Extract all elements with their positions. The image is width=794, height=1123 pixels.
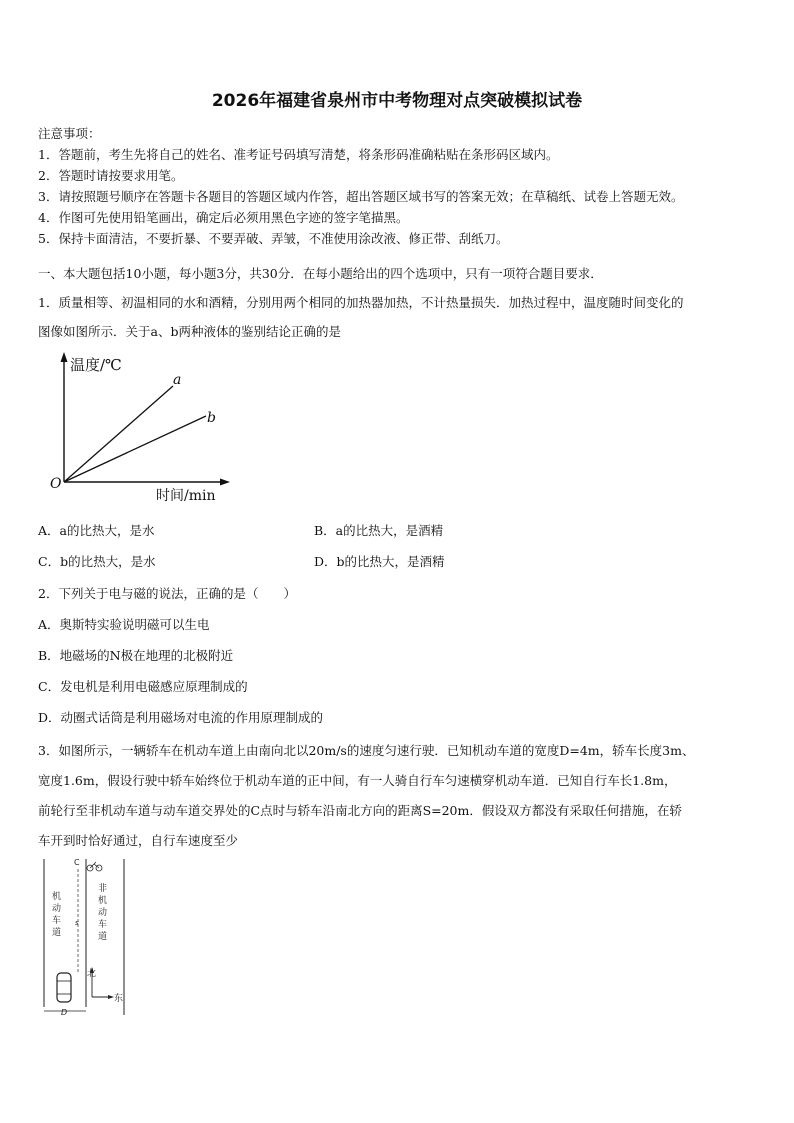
q3-stem-line1: 3．如图所示，一辆轿车在机动车道上由南向北以20m/s的速度匀速行驶．已知机动车道的宽度D=4m，轿车长度3m、 [38, 743, 695, 758]
line-b-label: b [207, 410, 216, 426]
q1-stem-line2: 图像如图所示．关于a、b两种液体的鉴别结论正确的是 [38, 324, 341, 339]
line-a-label: a [173, 372, 182, 388]
line-b [64, 416, 206, 482]
east-label: 东 [114, 994, 124, 1004]
lane-nonmotor-char-3: 动 [98, 908, 108, 918]
q3-stem-line3: 前轮行至非机动车道与动车道交界处的C点时与轿车沿南北方向的距离S=20m．假设双方都没有采取任何措施，在轿 [38, 803, 682, 818]
note-item-3: 3．请按照题号顺序在答题卡各题目的答题区域内作答，超出答题区域书写的答案无效；在草稿纸、试卷上答题无效。 [38, 189, 684, 204]
note-item-5: 5．保持卡面清洁，不要折暴、不要弄破、弄皱，不准使用涂改液、修正带、刮纸刀。 [38, 231, 509, 246]
section-heading: 一、本大题包括10小题，每小题3分，共30分．在每小题给出的四个选项中，只有一项符合题目要求． [38, 266, 603, 281]
q2-stem: 2．下列关于电与磁的说法，正确的是（ ） [38, 586, 296, 601]
temperature-time-graph [46, 350, 238, 502]
width-d-label: D [61, 1008, 68, 1017]
lane-nonmotor-char-5: 道 [98, 932, 108, 942]
road-diagram [38, 855, 130, 1017]
line-a [64, 386, 173, 482]
north-label: 北 [87, 969, 97, 979]
q2-option-b: B．地磁场的N极在地理的北极附近 [38, 648, 234, 663]
q1-option-d: D．b的比热大，是酒精 [314, 554, 445, 569]
q3-stem-line4: 车开到时恰好通过，自行车速度至少 [38, 833, 239, 848]
lane-nonmotor-char-2: 机 [98, 896, 108, 906]
lane-nonmotor-char-1: 非 [98, 884, 108, 894]
point-c-label: C [74, 858, 80, 867]
lane-motor-char-2: 动 [52, 904, 62, 914]
x-axis-label: 时间/min [156, 488, 216, 502]
lane-nonmotor-char-4: 车 [98, 920, 108, 930]
origin-label: O [50, 476, 62, 492]
note-item-2: 2．答题时请按要求用笔。 [38, 168, 184, 183]
q3-stem-line2: 宽度1.6m，假设行驶中轿车始终位于机动车道的正中间，有一人骑自行车匀速横穿机动车道．已知自行车长1.8m， [38, 773, 677, 788]
distance-s-label: s [75, 919, 79, 927]
notes-heading: 注意事项： [38, 126, 101, 141]
q1-option-a: A．a的比热大，是水 [38, 523, 155, 538]
q2-option-a: A．奥斯特实验说明磁可以生电 [38, 617, 210, 632]
y-axis-label: 温度/℃ [70, 356, 122, 374]
q1-stem-line1: 1．质量相等、初温相同的水和酒精，分别用两个相同的加热器加热，不计热量损失．加热过程中，温度随时间变化的 [38, 295, 684, 310]
bicycle-icon [87, 862, 102, 871]
note-item-1: 1．答题前，考生先将自己的姓名、准考证号码填写清楚，将条形码准确粘贴在条形码区域内。 [38, 147, 559, 162]
lane-motor-char-4: 道 [52, 928, 62, 938]
q2-option-d: D．动圈式话筒是利用磁场对电流的作用原理制成的 [38, 710, 324, 725]
q1-option-c: C．b的比热大，是水 [38, 554, 156, 569]
lane-motor-char-1: 机 [52, 892, 62, 902]
note-item-4: 4．作图可先使用铅笔画出，确定后必须用黑色字迹的签字笔描黑。 [38, 210, 409, 225]
q1-option-b: B．a的比热大，是酒精 [314, 523, 444, 538]
q2-option-c: C．发电机是利用电磁感应原理制成的 [38, 679, 248, 694]
car-icon [57, 973, 71, 1002]
x-axis-arrow [220, 479, 230, 486]
y-axis-arrow [61, 352, 68, 362]
lane-motor-char-3: 车 [52, 916, 62, 926]
page-title: 2026年福建省泉州市中考物理对点突破模拟试卷 [211, 91, 583, 111]
